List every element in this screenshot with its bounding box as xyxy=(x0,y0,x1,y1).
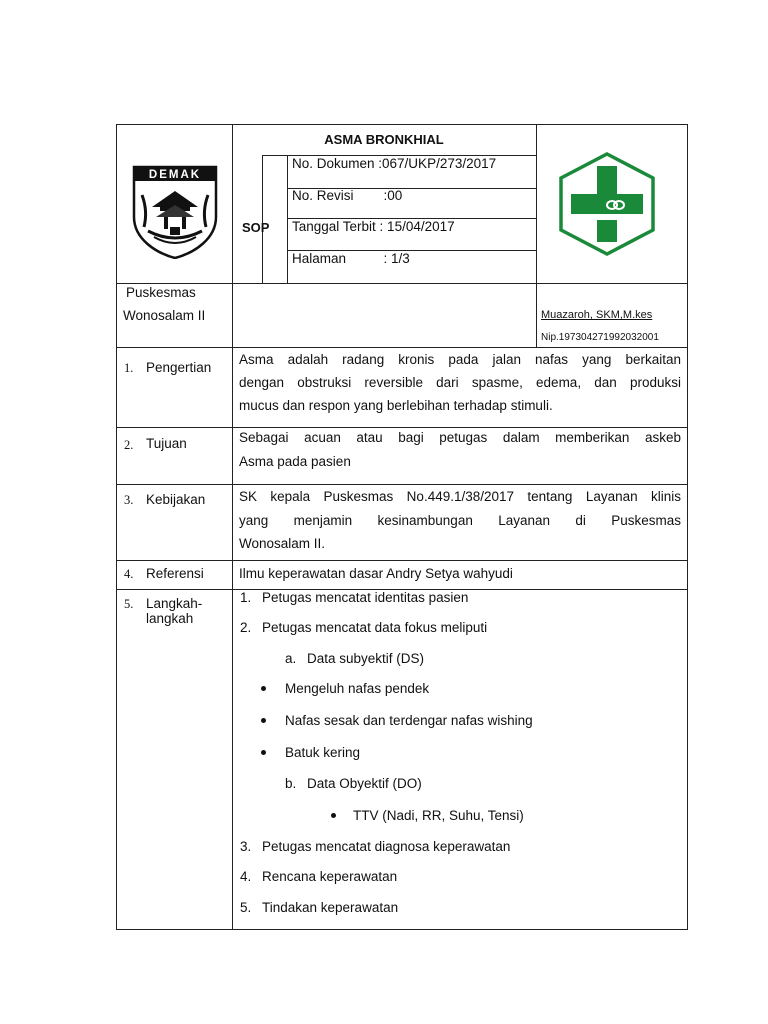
sop-label: SOP xyxy=(242,220,270,235)
section-number: 3. xyxy=(124,493,134,507)
section-label-tujuan: Tujuan xyxy=(146,436,187,451)
sub-letter: a. xyxy=(285,651,297,666)
section-label-referensi: Referensi xyxy=(146,566,204,581)
bullet-icon xyxy=(261,718,266,723)
pengertian-text-line2: dengan obstruksi reversible dari spasme, edema, dan produksi xyxy=(239,375,681,390)
bullet-text: Batuk kering xyxy=(285,745,361,760)
row-divider xyxy=(116,347,688,348)
bullet-icon xyxy=(331,813,336,818)
kebijakan-text-line3: Wonosalam II. xyxy=(239,536,326,551)
signer-name: Muazaroh, SKM,M.kes xyxy=(541,309,653,321)
pengertian-text-line3: mucus dan respon yang berlebihan terhadap stimuli. xyxy=(239,398,553,413)
demak-logo xyxy=(130,165,220,259)
bullet-icon xyxy=(261,686,266,691)
step-number: 5. xyxy=(240,900,252,915)
pengertian-text-line1: Asma adalah radang kronis pada jalan nafas yang berkaitan xyxy=(239,352,681,367)
column-divider xyxy=(287,155,288,284)
row-divider xyxy=(116,560,688,561)
step-number: 3. xyxy=(240,839,252,854)
org-name-line2: Wonosalam II xyxy=(123,308,206,323)
sub-text: Data Obyektif (DO) xyxy=(307,776,422,791)
section-number: 1. xyxy=(124,361,134,375)
table-border-left xyxy=(116,124,117,930)
page-number: Halaman : 1/3 xyxy=(292,251,410,266)
referensi-text: Ilmu keperawatan dasar Andry Setya wahyudi xyxy=(239,566,513,581)
column-divider xyxy=(232,124,233,930)
kebijakan-text-line1: SK kepala Puskesmas No.449.1/38/2017 tentang Layanan klinis xyxy=(239,489,681,504)
kebijakan-text-line2: yang menjamin kesinambungan Layanan di Puskesmas xyxy=(239,513,681,528)
row-divider xyxy=(116,484,688,485)
section-number: 5. xyxy=(124,597,134,611)
bullet-text: Mengeluh nafas pendek xyxy=(285,681,430,696)
demak-logo-label: DEMAK xyxy=(148,169,202,181)
step-text: Petugas mencatat identitas pasien xyxy=(262,590,469,605)
step-text: Petugas mencatat diagnosa keperawatan xyxy=(262,839,511,854)
section-label-langkah-cont: langkah xyxy=(146,611,194,626)
bullet-text: TTV (Nadi, RR, Suhu, Tensi) xyxy=(353,808,524,823)
document-number: No. Dokumen :067/UKP/273/2017 xyxy=(292,156,497,171)
bullet-text: Nafas sesak dan terdengar nafas wishing xyxy=(285,713,533,728)
document-title: ASMA BRONKHIAL xyxy=(324,132,444,147)
step-number: 4. xyxy=(240,869,252,884)
step-number: 2. xyxy=(240,620,252,635)
section-label-kebijakan: Kebijakan xyxy=(146,492,206,507)
section-number: 2. xyxy=(124,438,134,452)
section-label-pengertian: Pengertian xyxy=(146,360,212,375)
table-border-right xyxy=(687,124,688,930)
issue-date: Tanggal Terbit : 15/04/2017 xyxy=(292,219,455,234)
step-number: 1. xyxy=(240,590,252,605)
org-name-line1: Puskesmas xyxy=(126,285,196,300)
row-divider xyxy=(116,283,688,284)
step-text: Tindakan keperawatan xyxy=(262,900,399,915)
revision-number: No. Revisi :00 xyxy=(292,188,403,203)
step-text: Rencana keperawatan xyxy=(262,869,398,884)
bullet-icon xyxy=(261,750,266,755)
sub-text: Data subyektif (DS) xyxy=(307,651,425,666)
step-text: Petugas mencatat data fokus meliputi xyxy=(262,620,488,635)
section-label-langkah: Langkah- xyxy=(146,596,203,611)
tujuan-text-line1: Sebagai acuan atau bagi petugas dalam memberikan askeb xyxy=(239,430,681,445)
sub-letter: b. xyxy=(285,776,297,791)
section-number: 4. xyxy=(124,567,134,581)
signer-nip: Nip.197304271992032001 xyxy=(541,332,659,343)
column-divider xyxy=(536,124,537,348)
tujuan-text-line2: Asma pada pasien xyxy=(239,454,351,469)
puskesmas-logo xyxy=(557,150,657,258)
table-border-top xyxy=(116,124,688,125)
table-border-bottom xyxy=(116,929,688,930)
